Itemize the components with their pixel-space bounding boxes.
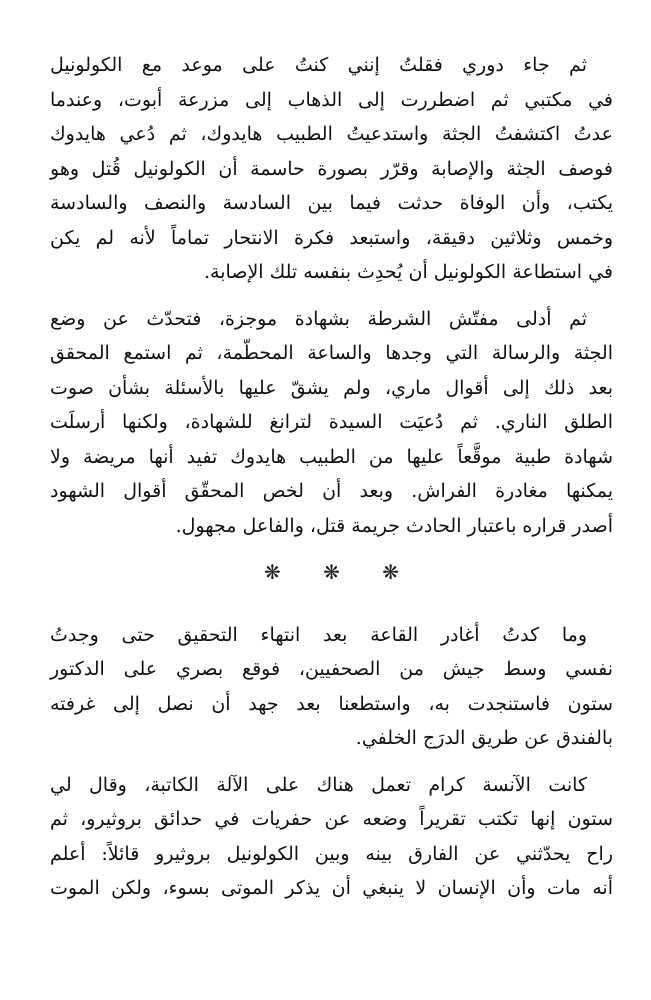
text-line: فوصف الجثة والإصابة وقرّر بصورة حاسمة أن الكولونيل قُتل وهو [50,157,613,180]
text-line: كانت الآنسة كرام تعمل هناك على الآلة الكاتبة، وقال لي [50,773,587,796]
book-page [50,48,613,906]
text-line: ستون إنها تكتب تقريراً وضعه عن حفريات في حدائق بروثيرو، ثم [50,808,613,830]
text-line: وخمس وثلاثين دقيقة، واستبعد فكرة الانتحار تماماً لأنه لم يكن [50,226,613,249]
text-line: بعد ذلك إلى أقوال ماري، ولم يشقّ عليها بالأسئلة بشأن صوت [50,376,613,399]
text-line: ستون فاستنجدت به، واستطعنا بعد جهد أن نصل إلى غرفته [50,692,613,715]
text-line: نفسي وسط جيش من الصحفيين، فوقع بصري على الدكتور [50,658,613,680]
text-line: الطلق الناري. ثم دُعيَت السيدة لترانغ للشهادة، ولكنها أرسلَت [50,411,613,433]
text-line: عدتُ اكتشفتُ الجثة واستدعيتُ الطبيب هايدوك، ثم دُعي هايدوك [50,123,613,145]
text-line: في استطاعة الكولونيل أن يُحدِث بنفسه تلك الإصابة. [204,261,613,283]
paragraph-4 [50,768,613,906]
paragraph-2 [50,302,613,544]
text-line: راح يحدّثني عن الفارق بينه وبين الكولونيل بروثيرو قائلاً: أعلم [50,842,613,865]
text-line: بالفندق عن طريق الدرَج الخلفي. [355,727,613,749]
text-line: في مكتبي ثم اضطررت إلى الذهاب إلى مزرعة أبوت، وعندما [50,88,613,111]
text-line: يكتب، وأن الوفاة حدثت فيما بين السادسة والنصف والسادسة [50,192,613,214]
text-line: أصدر قراره باعتبار الحادث جريمة قتل، والفاعل مجهول. [175,514,613,537]
text-line: الجثة والرسالة التي وجدها والساعة المحطّمة، ثم استمع المحقق [50,342,613,364]
text-line: ثم أدلى مفتّش الشرطة بشهادة موجزة، فتحدّث عن وضع [50,307,587,330]
paragraph-1 [50,48,613,290]
text-line: ثم جاء دوري فقلتُ إنني كنتُ على موعد مع الكولونيل [50,54,587,76]
text-line: شهادة طبية موقَّعاً عليها من الطبيب هايدوك تفيد أنها مريضة ولا [50,445,613,468]
text-line: وما كدتُ أغادر القاعة بعد انتهاء التحقيق حتى وجدتُ [50,623,587,646]
text-line: يمكنها مغادرة الفراش. وبعد أن لخص المحقّق أقوال الشهود [50,480,613,502]
paragraph-3 [50,618,613,756]
text-line: أنه مات وأن الإنسان لا ينبغي أن يذكر الموتى بسوء، ولكن الموت [50,877,613,899]
section-separator: ❋ ❋ ❋ [264,560,417,584]
